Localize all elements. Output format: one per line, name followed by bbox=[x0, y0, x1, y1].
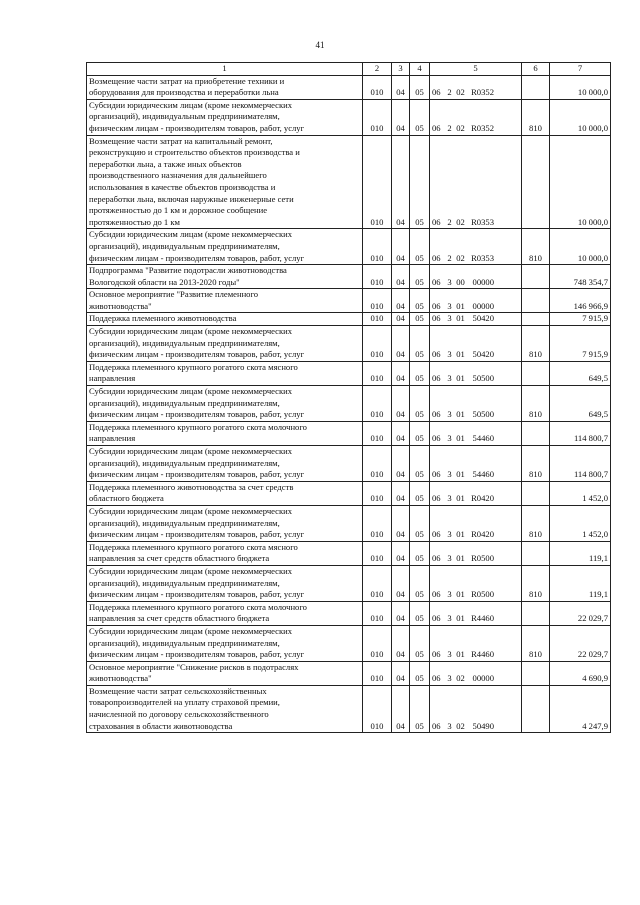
row-name-cell bbox=[87, 289, 363, 313]
row-name-cell bbox=[87, 75, 363, 99]
target-article-segment: 01 bbox=[456, 649, 465, 660]
section-code: 04 bbox=[392, 135, 410, 229]
target-article-segment: 06 bbox=[432, 216, 441, 227]
row-name-cell bbox=[87, 99, 363, 135]
target-article-segment: 01 bbox=[456, 553, 465, 564]
target-article-code bbox=[430, 565, 522, 601]
target-article-segment: 02 bbox=[456, 87, 465, 98]
ministry-code: 010 bbox=[363, 661, 392, 685]
target-article-segment: 01 bbox=[456, 300, 465, 311]
target-article-segment: 3 bbox=[447, 409, 452, 420]
target-article-segment: 2 bbox=[447, 122, 452, 133]
target-article-segment: 01 bbox=[456, 493, 465, 504]
row-name: Поддержка племенного животноводства bbox=[89, 313, 237, 324]
target-article-segment: 3 bbox=[447, 313, 452, 324]
header-cell: 3 bbox=[392, 63, 410, 76]
ministry-code: 010 bbox=[363, 446, 392, 482]
target-article-code bbox=[430, 361, 522, 385]
target-article-segment: 06 bbox=[432, 87, 441, 98]
target-article-segment: 3 bbox=[447, 529, 452, 540]
header-cell: 5 bbox=[430, 63, 522, 76]
section-code: 04 bbox=[392, 541, 410, 565]
row-name: Поддержка племенного крупного рогатого скота мясного направления за счет средств областного бюджета bbox=[89, 541, 298, 564]
target-article-segment: R0353 bbox=[471, 216, 494, 227]
target-article-code bbox=[430, 446, 522, 482]
ministry-code: 010 bbox=[363, 265, 392, 289]
target-article-code bbox=[430, 289, 522, 313]
row-name-cell bbox=[87, 313, 363, 326]
amount: 1 452,0 bbox=[550, 481, 611, 505]
row-name-cell bbox=[87, 265, 363, 289]
table-row bbox=[87, 661, 611, 685]
expense-type-code bbox=[522, 135, 550, 229]
amount: 10 000,0 bbox=[550, 229, 611, 265]
target-article-segment: R0420 bbox=[471, 493, 494, 504]
row-name: Возмещение части затрат сельскохозяйственных товаропроизводителей на уплату страховой премии, начисленной по договору сельскохозяйственного страхования в области животноводства bbox=[89, 685, 280, 731]
section-code: 04 bbox=[392, 361, 410, 385]
table-body bbox=[87, 75, 611, 733]
amount: 1 452,0 bbox=[550, 505, 611, 541]
target-article-code bbox=[430, 661, 522, 685]
target-article-segment: 3 bbox=[447, 276, 452, 287]
subsection-code: 05 bbox=[410, 265, 430, 289]
target-article-segment: 3 bbox=[447, 433, 452, 444]
expense-type-code: 810 bbox=[522, 386, 550, 422]
target-article-segment: 06 bbox=[432, 589, 441, 600]
target-article-segment: 01 bbox=[456, 433, 465, 444]
subsection-code: 05 bbox=[410, 326, 430, 362]
amount: 10 000,0 bbox=[550, 75, 611, 99]
table-row bbox=[87, 386, 611, 422]
target-article-segment: 06 bbox=[432, 349, 441, 360]
amount: 114 800,7 bbox=[550, 421, 611, 445]
subsection-code: 05 bbox=[410, 541, 430, 565]
target-article-code bbox=[430, 313, 522, 326]
subsection-code: 05 bbox=[410, 661, 430, 685]
header-cell: 6 bbox=[522, 63, 550, 76]
header-cell: 4 bbox=[410, 63, 430, 76]
target-article-segment: 06 bbox=[432, 493, 441, 504]
target-article-segment: 06 bbox=[432, 553, 441, 564]
target-article-code bbox=[430, 481, 522, 505]
target-article-segment: 3 bbox=[447, 589, 452, 600]
target-article-segment: 06 bbox=[432, 252, 441, 263]
target-article-segment: 00 bbox=[456, 276, 465, 287]
target-article-segment: 01 bbox=[456, 409, 465, 420]
table-row bbox=[87, 421, 611, 445]
row-name: Поддержка племенного крупного рогатого скота молочного направления bbox=[89, 421, 307, 444]
target-article-segment: 06 bbox=[432, 529, 441, 540]
table-row bbox=[87, 481, 611, 505]
ministry-code: 010 bbox=[363, 421, 392, 445]
target-article-code bbox=[430, 229, 522, 265]
row-name: Субсидии юридическим лицам (кроме некоммерческих организаций), индивидуальным предпринимателям, физическим лицам - производителям товаров, работ, услуг bbox=[89, 229, 305, 263]
expense-type-code bbox=[522, 661, 550, 685]
ministry-code: 010 bbox=[363, 135, 392, 229]
row-name: Субсидии юридическим лицам (кроме некоммерческих организаций), индивидуальным предпринимателям, физическим лицам - производителям товаров, работ, услуг bbox=[89, 326, 305, 360]
target-article-segment: 50500 bbox=[472, 373, 494, 384]
target-article-segment: R4460 bbox=[471, 613, 494, 624]
table-row bbox=[87, 565, 611, 601]
subsection-code: 05 bbox=[410, 75, 430, 99]
section-code: 04 bbox=[392, 386, 410, 422]
ministry-code: 010 bbox=[363, 685, 392, 732]
expense-type-code: 810 bbox=[522, 565, 550, 601]
expense-type-code bbox=[522, 481, 550, 505]
header-cell: 1 bbox=[87, 63, 363, 76]
amount: 7 915,9 bbox=[550, 313, 611, 326]
target-article-segment: 3 bbox=[447, 649, 452, 660]
expense-type-code bbox=[522, 289, 550, 313]
row-name-cell bbox=[87, 326, 363, 362]
amount: 4 247,9 bbox=[550, 685, 611, 732]
expense-type-code bbox=[522, 75, 550, 99]
ministry-code: 010 bbox=[363, 326, 392, 362]
budget-table bbox=[86, 62, 611, 733]
expense-type-code: 810 bbox=[522, 446, 550, 482]
row-name-cell bbox=[87, 229, 363, 265]
target-article-segment: 01 bbox=[456, 613, 465, 624]
target-article-segment: 06 bbox=[432, 313, 441, 324]
row-name: Субсидии юридическим лицам (кроме некоммерческих организаций), индивидуальным предпринимателям, физическим лицам - производителям товаров, работ, услуг bbox=[89, 446, 305, 480]
target-article-segment: 00000 bbox=[472, 276, 494, 287]
target-article-segment: 06 bbox=[432, 300, 441, 311]
target-article-code bbox=[430, 625, 522, 661]
target-article-segment: 06 bbox=[432, 649, 441, 660]
target-article-segment: 3 bbox=[447, 300, 452, 311]
table-row bbox=[87, 541, 611, 565]
row-name: Поддержка племенного крупного рогатого скота мясного направления bbox=[89, 361, 298, 384]
target-article-segment: R0353 bbox=[471, 252, 494, 263]
row-name-cell bbox=[87, 661, 363, 685]
target-article-code bbox=[430, 421, 522, 445]
row-name-cell bbox=[87, 601, 363, 625]
amount: 146 966,9 bbox=[550, 289, 611, 313]
row-name: Основное мероприятие "Развитие племенного животноводства" bbox=[89, 289, 259, 311]
target-article-segment: 01 bbox=[456, 529, 465, 540]
header-row bbox=[87, 63, 611, 76]
section-code: 04 bbox=[392, 481, 410, 505]
subsection-code: 05 bbox=[410, 313, 430, 326]
target-article-segment: 06 bbox=[432, 613, 441, 624]
section-code: 04 bbox=[392, 313, 410, 326]
target-article-code bbox=[430, 265, 522, 289]
section-code: 04 bbox=[392, 685, 410, 732]
ministry-code: 010 bbox=[363, 481, 392, 505]
target-article-segment: 02 bbox=[456, 252, 465, 263]
target-article-segment: 2 bbox=[447, 87, 452, 98]
amount: 22 029,7 bbox=[550, 601, 611, 625]
target-article-segment: 3 bbox=[447, 673, 452, 684]
expense-type-code bbox=[522, 361, 550, 385]
row-name: Возмещение части затрат на приобретение техники и оборудования для производства и переработки льна bbox=[89, 75, 285, 98]
expense-type-code bbox=[522, 541, 550, 565]
section-code: 04 bbox=[392, 99, 410, 135]
table-row bbox=[87, 229, 611, 265]
target-article-segment: 01 bbox=[456, 469, 465, 480]
amount: 114 800,7 bbox=[550, 446, 611, 482]
row-name: Основное мероприятие "Снижение рисков в подотраслях животноводства" bbox=[89, 661, 299, 684]
expense-type-code bbox=[522, 265, 550, 289]
table-row bbox=[87, 505, 611, 541]
row-name-cell bbox=[87, 386, 363, 422]
amount: 748 354,7 bbox=[550, 265, 611, 289]
target-article-segment: 2 bbox=[447, 216, 452, 227]
target-article-code bbox=[430, 505, 522, 541]
subsection-code: 05 bbox=[410, 229, 430, 265]
target-article-segment: 54460 bbox=[472, 433, 494, 444]
expense-type-code: 810 bbox=[522, 326, 550, 362]
ministry-code: 010 bbox=[363, 99, 392, 135]
target-article-code bbox=[430, 541, 522, 565]
row-name: Возмещение части затрат на капитальный ремонт, реконструкцию и строительство объектов производства и переработки льна, а также иных объектов производственного назначения для дальнейшего использования в качестве объектов производства и переработки льна, включая наружные инженерные сети протяженностью до 1 км и дорожное сообщение протяженностью до 1 км bbox=[89, 135, 300, 227]
target-article-segment: 3 bbox=[447, 373, 452, 384]
target-article-segment: 50490 bbox=[472, 720, 494, 731]
subsection-code: 05 bbox=[410, 361, 430, 385]
target-article-code bbox=[430, 601, 522, 625]
table-row bbox=[87, 265, 611, 289]
target-article-segment: 3 bbox=[447, 553, 452, 564]
section-code: 04 bbox=[392, 265, 410, 289]
ministry-code: 010 bbox=[363, 601, 392, 625]
ministry-code: 010 bbox=[363, 75, 392, 99]
row-name: Поддержка племенного крупного рогатого скота молочного направления за счет средств областного бюджета bbox=[89, 601, 307, 624]
section-code: 04 bbox=[392, 229, 410, 265]
table-row bbox=[87, 601, 611, 625]
target-article-segment: 02 bbox=[456, 720, 465, 731]
subsection-code: 05 bbox=[410, 601, 430, 625]
target-article-segment: 00000 bbox=[472, 673, 494, 684]
subsection-code: 05 bbox=[410, 565, 430, 601]
subsection-code: 05 bbox=[410, 446, 430, 482]
row-name-cell bbox=[87, 446, 363, 482]
target-article-code bbox=[430, 685, 522, 732]
row-name-cell bbox=[87, 361, 363, 385]
amount: 649,5 bbox=[550, 386, 611, 422]
target-article-segment: R0352 bbox=[471, 122, 494, 133]
expense-type-code: 810 bbox=[522, 229, 550, 265]
row-name: Поддержка племенного животноводства за счет средств областного бюджета bbox=[89, 481, 294, 504]
target-article-segment: 3 bbox=[447, 493, 452, 504]
ministry-code: 010 bbox=[363, 505, 392, 541]
target-article-segment: 06 bbox=[432, 720, 441, 731]
target-article-segment: R0420 bbox=[471, 529, 494, 540]
subsection-code: 05 bbox=[410, 289, 430, 313]
amount: 22 029,7 bbox=[550, 625, 611, 661]
section-code: 04 bbox=[392, 446, 410, 482]
target-article-segment: 2 bbox=[447, 252, 452, 263]
section-code: 04 bbox=[392, 289, 410, 313]
row-name-cell bbox=[87, 685, 363, 732]
target-article-segment: 01 bbox=[456, 589, 465, 600]
expense-type-code bbox=[522, 421, 550, 445]
table-row bbox=[87, 135, 611, 229]
target-article-segment: 02 bbox=[456, 216, 465, 227]
row-name-cell bbox=[87, 625, 363, 661]
section-code: 04 bbox=[392, 565, 410, 601]
table-row bbox=[87, 685, 611, 732]
target-article-segment: 06 bbox=[432, 433, 441, 444]
amount: 649,5 bbox=[550, 361, 611, 385]
header-cell: 2 bbox=[363, 63, 392, 76]
section-code: 04 bbox=[392, 505, 410, 541]
target-article-segment: 50420 bbox=[472, 349, 494, 360]
ministry-code: 010 bbox=[363, 565, 392, 601]
amount: 119,1 bbox=[550, 565, 611, 601]
expense-type-code: 810 bbox=[522, 505, 550, 541]
subsection-code: 05 bbox=[410, 386, 430, 422]
subsection-code: 05 bbox=[410, 481, 430, 505]
target-article-segment: 50500 bbox=[472, 409, 494, 420]
target-article-segment: R0500 bbox=[471, 589, 494, 600]
target-article-segment: 00000 bbox=[472, 300, 494, 311]
target-article-segment: 3 bbox=[447, 613, 452, 624]
table-row bbox=[87, 625, 611, 661]
row-name: Субсидии юридическим лицам (кроме некоммерческих организаций), индивидуальным предпринимателям, физическим лицам - производителям товаров, работ, услуг bbox=[89, 625, 305, 660]
row-name-cell bbox=[87, 565, 363, 601]
header-cell: 7 bbox=[550, 63, 611, 76]
ministry-code: 010 bbox=[363, 361, 392, 385]
subsection-code: 05 bbox=[410, 505, 430, 541]
target-article-segment: 01 bbox=[456, 313, 465, 324]
target-article-segment: 3 bbox=[447, 469, 452, 480]
subsection-code: 05 bbox=[410, 421, 430, 445]
section-code: 04 bbox=[392, 625, 410, 661]
amount: 4 690,9 bbox=[550, 661, 611, 685]
table-row bbox=[87, 99, 611, 135]
table-row bbox=[87, 326, 611, 362]
section-code: 04 bbox=[392, 601, 410, 625]
table-row bbox=[87, 446, 611, 482]
expense-type-code bbox=[522, 601, 550, 625]
target-article-segment: 06 bbox=[432, 122, 441, 133]
section-code: 04 bbox=[392, 75, 410, 99]
target-article-code bbox=[430, 75, 522, 99]
row-name-cell bbox=[87, 541, 363, 565]
row-name-cell bbox=[87, 481, 363, 505]
target-article-segment: 50420 bbox=[472, 313, 494, 324]
expense-type-code bbox=[522, 685, 550, 732]
table-row bbox=[87, 289, 611, 313]
ministry-code: 010 bbox=[363, 386, 392, 422]
target-article-segment: 3 bbox=[447, 720, 452, 731]
row-name-cell bbox=[87, 505, 363, 541]
ministry-code: 010 bbox=[363, 289, 392, 313]
target-article-segment: 01 bbox=[456, 349, 465, 360]
subsection-code: 05 bbox=[410, 135, 430, 229]
row-name-cell bbox=[87, 135, 363, 229]
amount: 10 000,0 bbox=[550, 99, 611, 135]
subsection-code: 05 bbox=[410, 99, 430, 135]
row-name-cell bbox=[87, 421, 363, 445]
page-number: 41 bbox=[315, 40, 325, 50]
row-name: Субсидии юридическим лицам (кроме некоммерческих организаций), индивидуальным предпринимателям, физическим лицам - производителям товаров, работ, услуг bbox=[89, 386, 305, 420]
target-article-code bbox=[430, 326, 522, 362]
target-article-segment: 01 bbox=[456, 373, 465, 384]
subsection-code: 05 bbox=[410, 685, 430, 732]
expense-type-code: 810 bbox=[522, 625, 550, 661]
target-article-segment: 06 bbox=[432, 469, 441, 480]
target-article-segment: 54460 bbox=[472, 469, 494, 480]
target-article-segment: 3 bbox=[447, 349, 452, 360]
expense-type-code bbox=[522, 313, 550, 326]
target-article-segment: R0352 bbox=[471, 87, 494, 98]
target-article-segment: R4460 bbox=[471, 649, 494, 660]
row-name: Подпрограмма "Развитие подотрасли животноводства Вологодской области на 2013-2020 годы" bbox=[89, 265, 287, 287]
row-name: Субсидии юридическим лицам (кроме некоммерческих организаций), индивидуальным предпринимателям, физическим лицам - производителям товаров, работ, услуг bbox=[89, 99, 305, 133]
target-article-segment: 06 bbox=[432, 276, 441, 287]
target-article-segment: 06 bbox=[432, 373, 441, 384]
target-article-segment: 02 bbox=[456, 122, 465, 133]
amount: 7 915,9 bbox=[550, 326, 611, 362]
row-name: Субсидии юридическим лицам (кроме некоммерческих организаций), индивидуальным предпринимателям, физическим лицам - производителям товаров, работ, услуг bbox=[89, 505, 305, 540]
table-row bbox=[87, 313, 611, 326]
target-article-code bbox=[430, 386, 522, 422]
target-article-code bbox=[430, 135, 522, 229]
amount: 119,1 bbox=[550, 541, 611, 565]
table-row bbox=[87, 361, 611, 385]
target-article-segment: 06 bbox=[432, 673, 441, 684]
amount: 10 000,0 bbox=[550, 135, 611, 229]
target-article-segment: 06 bbox=[432, 409, 441, 420]
target-article-segment: 02 bbox=[456, 673, 465, 684]
subsection-code: 05 bbox=[410, 625, 430, 661]
target-article-code bbox=[430, 99, 522, 135]
expense-type-code: 810 bbox=[522, 99, 550, 135]
section-code: 04 bbox=[392, 661, 410, 685]
row-name: Субсидии юридическим лицам (кроме некоммерческих организаций), индивидуальным предпринимателям, физическим лицам - производителям товаров, работ, услуг bbox=[89, 565, 305, 600]
ministry-code: 010 bbox=[363, 541, 392, 565]
ministry-code: 010 bbox=[363, 313, 392, 326]
target-article-segment: R0500 bbox=[471, 553, 494, 564]
ministry-code: 010 bbox=[363, 625, 392, 661]
table-row bbox=[87, 75, 611, 99]
section-code: 04 bbox=[392, 421, 410, 445]
section-code: 04 bbox=[392, 326, 410, 362]
ministry-code: 010 bbox=[363, 229, 392, 265]
